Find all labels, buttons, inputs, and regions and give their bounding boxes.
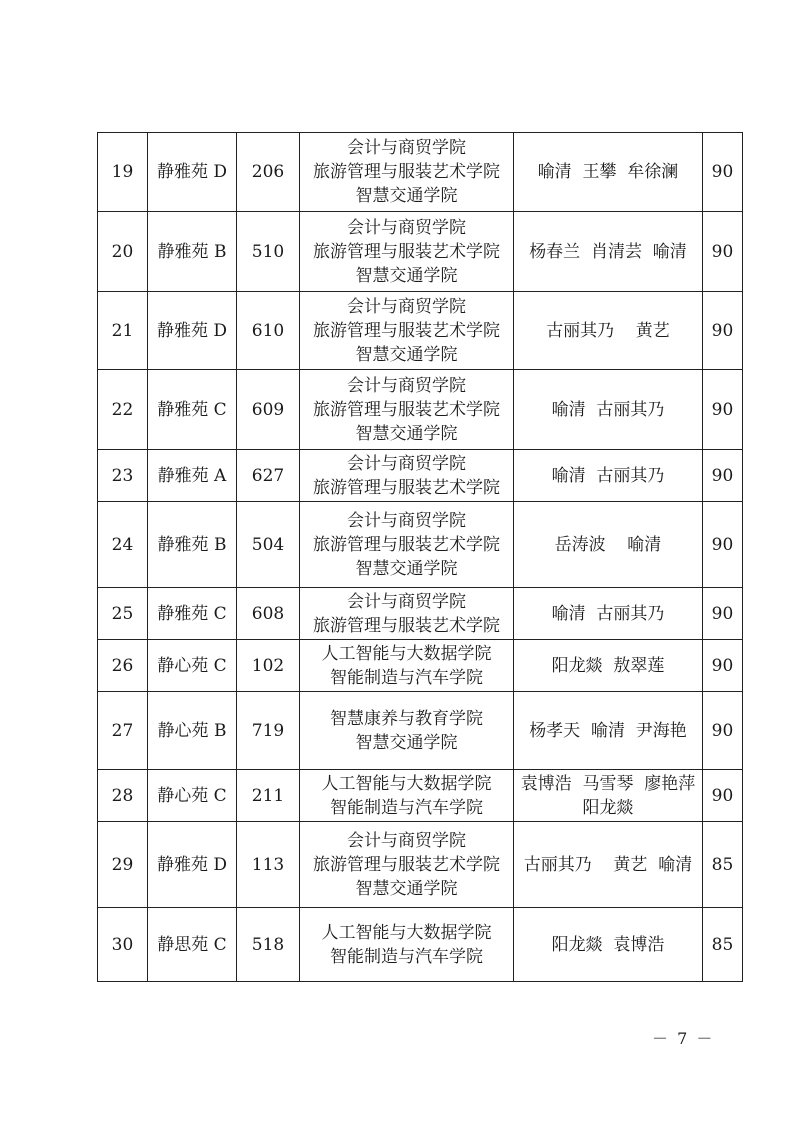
college-name: 人工智能与大数据学院: [321, 922, 492, 943]
table-row: [98, 292, 743, 370]
college-name: 智能制造与汽车学院: [330, 667, 483, 688]
dormitory-score-table: [97, 132, 743, 982]
college-name: 智慧交通学院: [355, 558, 458, 579]
college-name: 会计与商贸学院: [347, 830, 466, 851]
score-cell: 90: [703, 212, 743, 292]
row-number-cell: 23: [98, 450, 148, 502]
college-name: 智慧交通学院: [355, 344, 458, 365]
room-cell: 627: [237, 450, 300, 502]
staff-names: 阳龙燚 袁博浩: [551, 934, 665, 955]
table-row: [98, 212, 743, 292]
college-name: 会计与商贸学院: [347, 138, 466, 158]
table-row: [98, 450, 743, 502]
room-cell: 610: [237, 292, 300, 370]
staff-cell: [514, 292, 703, 370]
staff-cell: [514, 133, 703, 212]
row-number-cell: 26: [98, 640, 148, 692]
college-name: 智慧交通学院: [355, 423, 458, 444]
college-name: 会计与商贸学院: [347, 217, 466, 238]
room-cell: 719: [237, 692, 300, 770]
college-name: 智慧康养与教育学院: [330, 708, 483, 729]
colleges-cell: [300, 822, 514, 908]
building-cell: 静雅苑 D: [148, 822, 237, 908]
colleges-cell: [300, 502, 514, 588]
row-number-cell: 22: [98, 370, 148, 450]
staff-names: 古丽其乃 黄艺 喻清: [523, 854, 693, 875]
table-row: [98, 502, 743, 588]
table-body: [98, 133, 743, 982]
row-number-cell: 24: [98, 502, 148, 588]
building-cell: 静雅苑 C: [148, 370, 237, 450]
table-row: [98, 588, 743, 640]
staff-cell: [514, 370, 703, 450]
table-row: [98, 822, 743, 908]
room-cell: 113: [237, 822, 300, 908]
building-cell: 静思苑 C: [148, 908, 237, 982]
colleges-cell: [300, 640, 514, 692]
table-row: [98, 640, 743, 692]
college-name: 智慧交通学院: [355, 878, 458, 899]
staff-names: 喻清 古丽其乃: [551, 465, 665, 486]
staff-cell: [514, 450, 703, 502]
building-cell: 静雅苑 B: [148, 502, 237, 588]
building-cell: 静雅苑 A: [148, 450, 237, 502]
room-cell: 211: [237, 770, 300, 822]
score-cell: 90: [703, 450, 743, 502]
score-cell: 90: [703, 692, 743, 770]
colleges-cell: [300, 292, 514, 370]
score-cell: 85: [703, 908, 743, 982]
college-name: 旅游管理与服装艺术学院: [313, 854, 500, 875]
colleges-cell: [300, 450, 514, 502]
staff-names: 岳涛波 喻清: [554, 534, 662, 555]
building-cell: 静心苑 B: [148, 692, 237, 770]
row-number-cell: 19: [98, 133, 148, 212]
college-name: 会计与商贸学院: [347, 296, 466, 317]
row-number-cell: 25: [98, 588, 148, 640]
building-cell: 静雅苑 B: [148, 212, 237, 292]
score-cell: 90: [703, 770, 743, 822]
college-name: 会计与商贸学院: [347, 510, 466, 531]
table-row: [98, 692, 743, 770]
staff-cell: [514, 212, 703, 292]
room-cell: 206: [237, 133, 300, 212]
staff-cell: [514, 640, 703, 692]
score-cell: 90: [703, 292, 743, 370]
college-name: 旅游管理与服装艺术学院: [313, 399, 500, 420]
college-name: 旅游管理与服装艺术学院: [313, 241, 500, 262]
college-name: 智能制造与汽车学院: [330, 797, 483, 818]
row-number-cell: 21: [98, 292, 148, 370]
score-cell: 90: [703, 370, 743, 450]
staff-cell: [514, 770, 703, 822]
staff-names: 古丽其乃 黄艺: [546, 320, 670, 341]
college-name: 智慧交通学院: [355, 732, 458, 753]
score-cell: 90: [703, 588, 743, 640]
staff-names: 喻清 王攀 牟徐澜: [537, 162, 679, 182]
staff-names: 袁博浩 马雪琴 廖艳萍 阳龙燚: [520, 773, 696, 818]
colleges-cell: [300, 908, 514, 982]
room-cell: 608: [237, 588, 300, 640]
score-cell: 90: [703, 640, 743, 692]
building-cell: 静心苑 C: [148, 640, 237, 692]
room-cell: 609: [237, 370, 300, 450]
colleges-cell: [300, 133, 514, 212]
table-row: [98, 908, 743, 982]
row-number-cell: 28: [98, 770, 148, 822]
colleges-cell: [300, 588, 514, 640]
college-name: 旅游管理与服装艺术学院: [313, 615, 500, 636]
staff-cell: [514, 822, 703, 908]
building-cell: 静雅苑 C: [148, 588, 237, 640]
room-cell: 504: [237, 502, 300, 588]
row-number-cell: 30: [98, 908, 148, 982]
college-name: 人工智能与大数据学院: [321, 773, 492, 794]
score-cell: 90: [703, 502, 743, 588]
colleges-cell: [300, 770, 514, 822]
college-name: 会计与商贸学院: [347, 375, 466, 396]
staff-names: 喻清 古丽其乃: [551, 399, 665, 420]
college-name: 旅游管理与服装艺术学院: [313, 534, 500, 555]
colleges-cell: [300, 692, 514, 770]
college-name: 智能制造与汽车学院: [330, 946, 483, 967]
college-name: 智慧交通学院: [355, 186, 458, 206]
page-number: － 7 －: [652, 1029, 715, 1048]
college-name: 智慧交通学院: [355, 265, 458, 286]
table-row: [98, 133, 743, 212]
college-name: 旅游管理与服装艺术学院: [313, 162, 500, 182]
building-cell: 静心苑 C: [148, 770, 237, 822]
row-number-cell: 27: [98, 692, 148, 770]
score-cell: 90: [703, 133, 743, 212]
staff-cell: [514, 502, 703, 588]
college-name: 人工智能与大数据学院: [321, 643, 492, 664]
college-name: 会计与商贸学院: [347, 591, 466, 612]
room-cell: 102: [237, 640, 300, 692]
building-cell: 静雅苑 D: [148, 133, 237, 212]
college-name: 旅游管理与服装艺术学院: [313, 320, 500, 341]
table-row: [98, 370, 743, 450]
college-name: 会计与商贸学院: [347, 453, 466, 474]
staff-cell: [514, 692, 703, 770]
table-row: [98, 770, 743, 822]
staff-cell: [514, 588, 703, 640]
colleges-cell: [300, 370, 514, 450]
row-number-cell: 29: [98, 822, 148, 908]
staff-names: 喻清 古丽其乃: [551, 603, 665, 624]
building-cell: 静雅苑 D: [148, 292, 237, 370]
college-name: 旅游管理与服装艺术学院: [313, 477, 500, 498]
score-cell: 85: [703, 822, 743, 908]
staff-cell: [514, 908, 703, 982]
staff-names: 杨孝天 喻清 尹海艳: [529, 720, 687, 741]
colleges-cell: [300, 212, 514, 292]
row-number-cell: 20: [98, 212, 148, 292]
staff-names: 阳龙燚 敖翠莲: [551, 655, 665, 676]
room-cell: 518: [237, 908, 300, 982]
room-cell: 510: [237, 212, 300, 292]
staff-names: 杨春兰 肖清芸 喻清: [529, 241, 687, 262]
